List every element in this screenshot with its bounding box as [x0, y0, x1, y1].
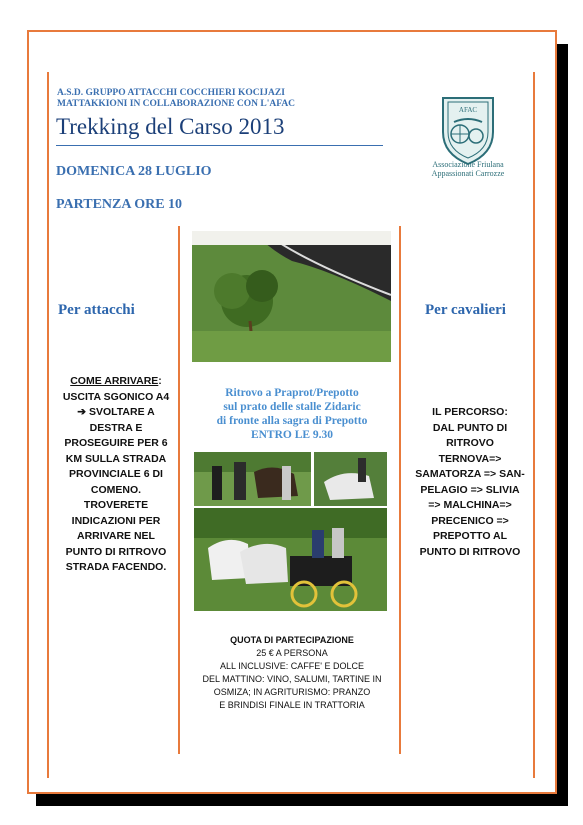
departure-time: PARTENZA ORE 10 — [56, 197, 183, 212]
fee-line: ALL INCLUSIVE: CAFFE' E DOLCE — [220, 661, 364, 671]
route-line: PELAGIO => SLIVIA — [420, 483, 520, 496]
left-heading: Per attacchi — [58, 302, 135, 318]
directions-line: PROVINCIALE 6 DI — [69, 468, 163, 480]
directions-line: USCITA SGONICO A4 — [62, 390, 170, 403]
photo-tree-road — [192, 231, 391, 362]
directions-label: COME ARRIVARE — [70, 375, 159, 387]
fee-line: 25 € A PERSONA — [256, 648, 328, 658]
route-line: RITROVO — [446, 437, 494, 449]
photo-people-horse — [194, 452, 311, 506]
route-label: IL PERCORSO: — [432, 406, 508, 418]
route-line: PREPOTTO AL — [432, 530, 508, 542]
directions-block: COME ARRIVARE: USCITA SGONICO A4 ➔ SVOLTARE A DESTRA E PROSEGUIRE PER 6 KM SULLA STRADA PROVINCIALE 6 DI COMENO. TROVERETE INDICAZIONI PER ARRIVARE NEL PUNTO DI RITROVO STRADA FACENDO. — [52, 374, 180, 576]
logo-caption-line-1: Associazione Friulana — [432, 160, 504, 169]
logo-arc-text: AFAC — [458, 106, 478, 114]
photo-white-horse — [314, 452, 387, 506]
route-line: SAMATORZA => SAN- — [415, 468, 525, 480]
directions-line: PROSEGUIRE PER 6 — [64, 437, 168, 449]
directions-line: SVOLTARE A — [88, 406, 155, 418]
directions-line: KM SULLA STRADA — [65, 452, 167, 465]
route-line: TERNOVA=> — [438, 452, 502, 465]
meeting-line: Ritrovo a Praprot/Prepotto — [225, 387, 359, 399]
meeting-line: ENTRO LE 9.30 — [250, 429, 334, 441]
logo-caption-line-2: Appassionati Carrozze — [431, 169, 505, 178]
route-line: PRECENICO => — [431, 514, 509, 527]
column-divider-right — [399, 226, 401, 754]
photo-carriage — [194, 508, 387, 611]
directions-line: TROVERETE — [83, 499, 149, 511]
route-line: PUNTO DI RITROVO — [419, 545, 521, 558]
fee-line: OSMIZA; IN AGRITURISMO: PRANZO — [213, 687, 371, 697]
route-block — [404, 405, 536, 560]
route-line: => MALCHINA=> — [428, 499, 512, 511]
route-line: DAL PUNTO DI — [432, 421, 508, 434]
meeting-point — [186, 386, 398, 442]
title-divider — [56, 145, 383, 146]
organizer-line-2: MATTAKKIONI IN COLLABORAZIONE CON L'AFAC — [57, 99, 296, 109]
fee-block — [186, 634, 398, 712]
directions-line: INDICAZIONI PER — [71, 514, 161, 527]
directions-line: COMENO. — [90, 483, 142, 496]
organizer-text — [57, 88, 397, 110]
fee-line: DEL MATTINO: VINO, SALUMI, TARTINE IN — [202, 674, 382, 684]
event-date: DOMENICA 28 LUGLIO — [56, 164, 212, 179]
right-heading: Per cavalieri — [425, 302, 506, 318]
event-title: Trekking del Carso 2013 — [56, 114, 285, 139]
fee-line: E BRINDISI FINALE IN TRATTORIA — [219, 700, 365, 710]
logo-caption — [408, 160, 528, 178]
arrow-right-icon: ➔ — [77, 406, 89, 418]
directions-line: DESTRA E — [89, 421, 143, 434]
directions-line: PUNTO DI RITROVO — [65, 545, 167, 558]
organizer-line-1: A.S.D. GRUPPO ATTACCHI COCCHIERI KOCIJAZI — [57, 88, 285, 98]
directions-line: STRADA FACENDO. — [65, 561, 167, 573]
meeting-line: sul prato delle stalle Zidaric — [223, 401, 361, 413]
directions-line: ARRIVARE NEL — [77, 530, 155, 542]
fee-heading: QUOTA DI PARTECIPAZIONE — [230, 635, 354, 645]
meeting-line: di fronte alla sagra di Prepotto — [216, 415, 368, 427]
